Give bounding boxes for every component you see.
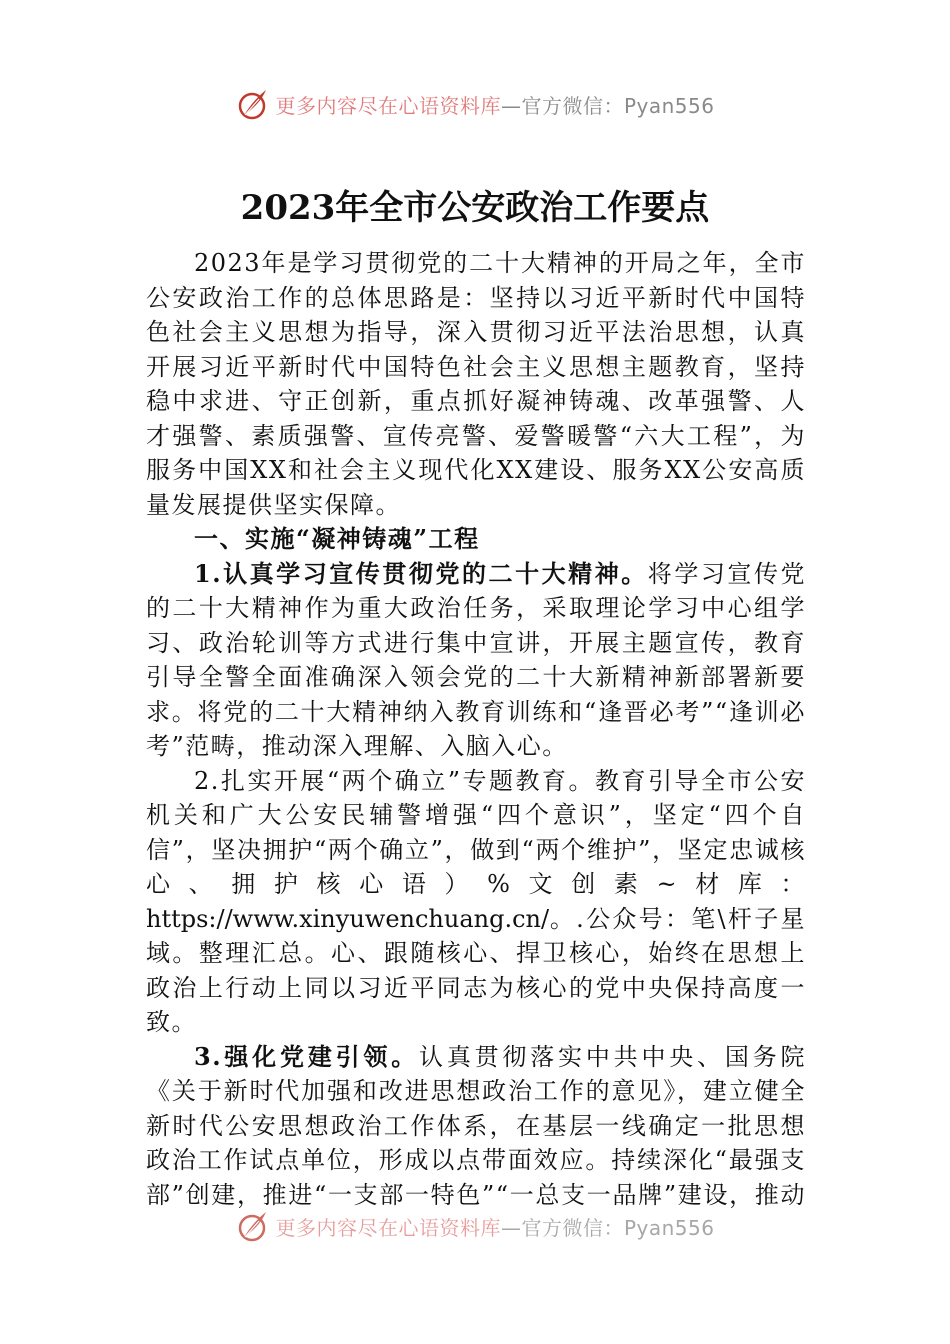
item-3-body: 认真贯彻落实中共中央、国务院《关于新时代加强和改进思想政治工作的意见》，建立健全新时代公安思想政治工作体系，在基层一线确定一批思想政治工作试点单位，形成以点带面效应。持续深化“最强支部”创建，推进“一支部一特色”“一总支一品牌”建设，推动	[146, 1042, 806, 1209]
watermark-text	[275, 1212, 714, 1241]
item-3-paragraph	[146, 1040, 806, 1214]
watermark-grey-text: —官方微信：Pyan556	[500, 1215, 715, 1240]
document-title: 2023年全市公安政治工作要点	[240, 188, 710, 228]
item-2-paragraph	[146, 764, 806, 1040]
footer-watermark-banner	[0, 1206, 950, 1246]
feather-logo-icon	[235, 1209, 269, 1243]
watermark-grey-text: —官方微信：Pyan556	[500, 93, 715, 118]
item-2-text-b: 。.公众号：笔\杆子星域。整理汇总。心、跟随核心、捍卫核心，始终在思想上政治上行动上同以习近平同志为核心的党中央保持高度一致。	[146, 904, 806, 1036]
item-1-paragraph	[146, 557, 806, 764]
section-heading: 一、实施“凝神铸魂”工程	[194, 524, 480, 553]
document-body	[146, 246, 806, 1213]
watermark-red-text: 更多内容尽在心语资料库	[275, 1215, 501, 1240]
intro-paragraph: 2023年是学习贯彻党的二十大精神的开局之年，全市公安政治工作的总体思路是：坚持以习近平新时代中国特色社会主义思想为指导，深入贯彻习近平法治思想，认真开展习近平新时代中国特色社会主义思想主题教育，坚持稳中求进、守正创新，重点抓好凝神铸魂、改革强警、人才强警、素质强警、宣传亮警、爱警暖警“六大工程”，为服务中国XX和社会主义现代化XX建设、服务XX公安高质量发展提供坚实保障。	[146, 249, 806, 519]
item-1-body: 将学习宣传党的二十大精神作为重大政治任务，采取理论学习中心组学习、政治轮训等方式进行集中宣讲，开展主题宣传，教育引导全警全面准确深入领会党的二十大新精神新部署新要求。将党的二十大精神纳入教育训练和“逢晋必考”“逢训必考”范畴，推动深入理解、入脑入心。	[146, 559, 806, 760]
item-3-title: 3.强化党建引领。	[194, 1041, 420, 1071]
watermark-red-text: 更多内容尽在心语资料库	[275, 93, 501, 118]
item-2-url[interactable]: https://www.xinyuwenchuang.cn/	[146, 904, 550, 933]
item-1-title: 1.认真学习宣传贯彻党的二十大精神。	[194, 558, 648, 588]
item-2-text-a: 2.扎实开展“两个确立”专题教育。教育引导全市公安机关和广大公安民辅警增强“四个意识”，坚定“四个自信”，坚决拥护“两个确立”，做到“两个维护”，坚定忠诚核心、拥护核心语）%文创素~材库：	[146, 766, 806, 898]
